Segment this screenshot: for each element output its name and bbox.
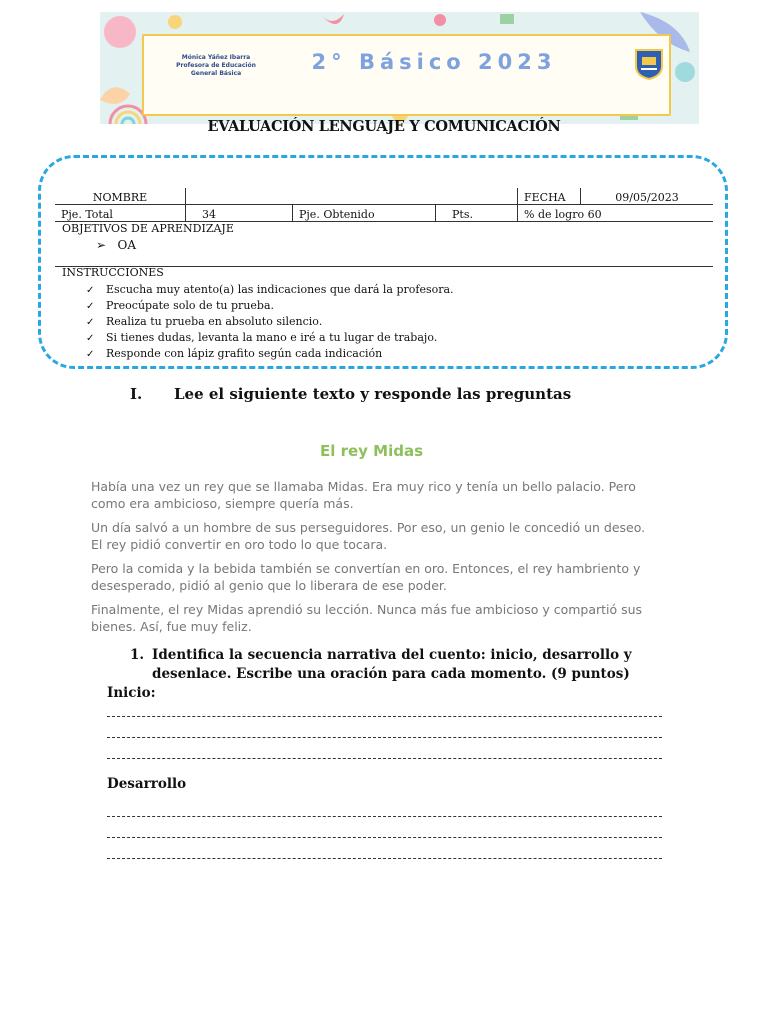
banner-card [142, 34, 671, 116]
list-item: ✓ Responde con lápiz grafito según cada indicación [86, 346, 454, 362]
header-banner [100, 12, 699, 124]
info-table [55, 188, 713, 222]
question-number: 1. [130, 647, 145, 663]
check-icon: ✓ [86, 317, 95, 328]
teacher-info [160, 54, 272, 78]
section-heading [130, 385, 571, 403]
story-title: El rey Midas [320, 442, 424, 460]
answer-line[interactable] [107, 716, 662, 717]
section-number: I. [130, 385, 143, 403]
pje-total-label: Pje. Total [55, 205, 186, 222]
pje-obtenido-label: Pje. Obtenido [293, 205, 436, 222]
desarrollo-label: Desarrollo [107, 776, 187, 792]
question-1 [130, 646, 650, 684]
evaluation-title: EVALUACIÓN LENGUAJE Y COMUNICACIÓN [207, 118, 561, 135]
section-title: Lee el siguiente texto y responde las preguntas [174, 385, 572, 403]
check-icon: ✓ [86, 333, 95, 344]
instructions-list [86, 282, 454, 362]
inicio-label: Inicio: [107, 685, 156, 701]
story-paragraph: Un día salvó a un hombre de sus perseguidores. Por eso, un genio le concedió un deseo. El rey pidió convertir en oro todo lo que tocara. [91, 520, 646, 552]
objective-text: OA [117, 238, 137, 252]
arrow-bullet-icon: ➢ [96, 238, 118, 252]
answer-line[interactable] [107, 816, 662, 817]
logro-label: % de logro 60 [518, 205, 713, 222]
answer-line[interactable] [107, 737, 662, 738]
check-icon: ✓ [86, 301, 95, 312]
objective-item [96, 238, 136, 252]
answer-line[interactable] [107, 758, 662, 759]
list-item: ✓ Preocúpate solo de tu prueba. [86, 298, 454, 314]
teacher-role: Profesora de Educación [176, 62, 256, 69]
school-seal-icon [634, 48, 664, 80]
teacher-name: Mónica Yáñez Ibarra [181, 54, 251, 61]
pts-label: Pts. [436, 205, 518, 222]
nombre-field[interactable] [186, 188, 518, 205]
list-item: ✓ Si tienes dudas, levanta la mano e iré a tu lugar de trabajo. [86, 330, 454, 346]
answer-line[interactable] [107, 837, 662, 838]
list-item: ✓ Realiza tu prueba en absoluto silencio. [86, 314, 454, 330]
instructions-heading: INSTRUCCIONES [62, 266, 164, 279]
answer-line[interactable] [107, 858, 662, 859]
check-icon: ✓ [86, 349, 95, 360]
objectives-heading: OBJETIVOS DE APRENDIZAJE [62, 222, 234, 235]
story-paragraph: Finalmente, el rey Midas aprendió su lección. Nunca más fue ambicioso y compartió sus bienes. Así, fue muy feliz. [91, 602, 643, 634]
grade-title: 2° Básico 2023 [311, 50, 557, 74]
story-paragraph: Había una vez un rey que se llamaba Midas. Era muy rico y tenía un bello palacio. Pero como era ambicioso, siempre quería más. [91, 479, 636, 511]
pje-total-value: 34 [186, 205, 293, 222]
check-icon: ✓ [86, 285, 95, 296]
question-text: Identifica la secuencia narrativa del cuento: inicio, desarrollo y desenlace. Escribe una oración para cada momento. (9 puntos) [152, 647, 632, 682]
story-paragraph: Pero la comida y la bebida también se convertían en oro. Entonces, el rey hambriento y desesperado, pidió al genio que lo liberara de ese poder. [91, 561, 641, 593]
teacher-subject: General Básica [190, 70, 242, 77]
list-item: ✓ Escucha muy atento(a) las indicaciones que dará la profesora. [86, 282, 454, 298]
fecha-label: FECHA [518, 188, 581, 205]
fecha-value: 09/05/2023 [581, 188, 713, 205]
nombre-label: NOMBRE [55, 188, 186, 205]
